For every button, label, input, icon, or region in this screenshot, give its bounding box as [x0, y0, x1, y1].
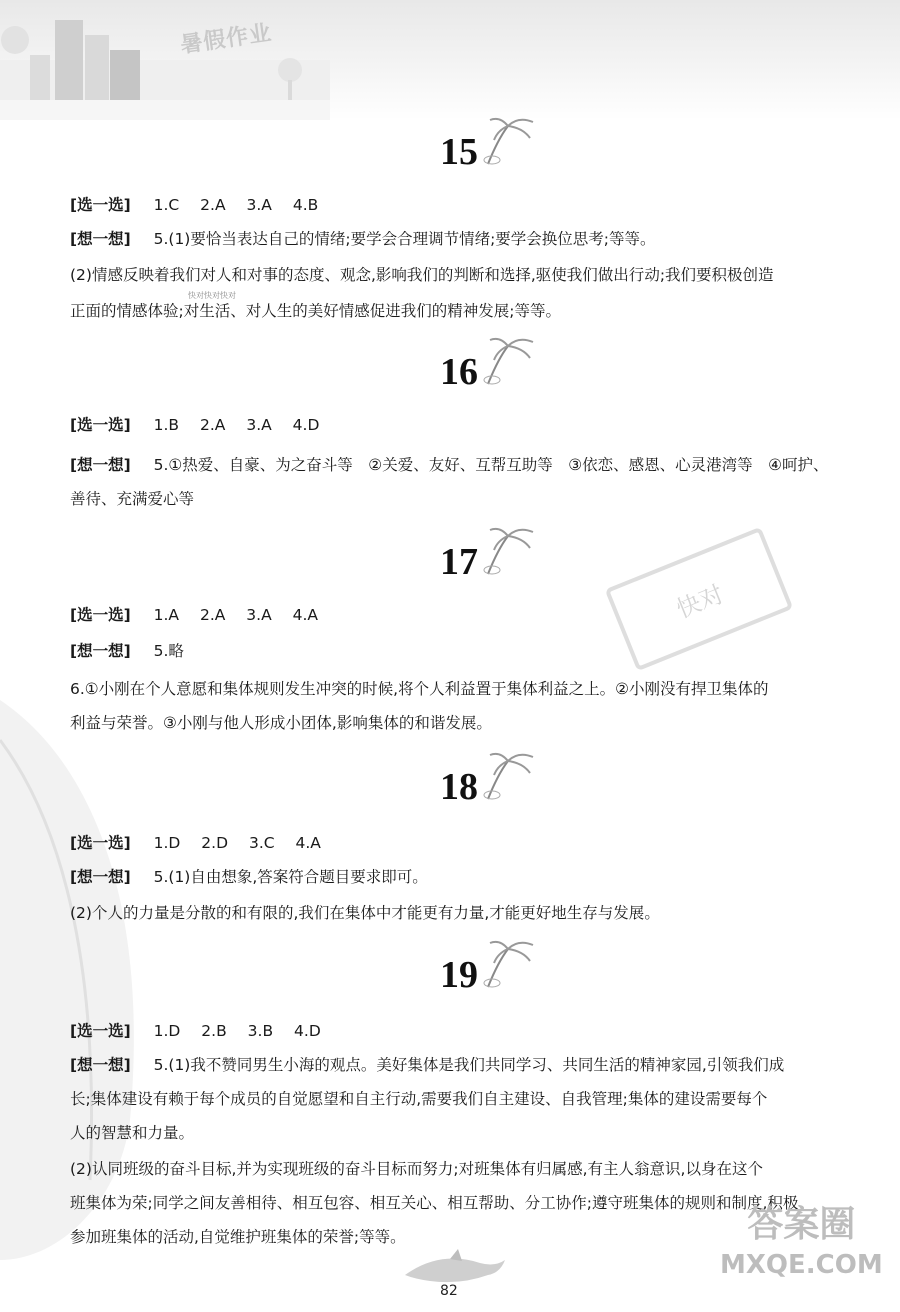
choose-row: [70, 414, 840, 436]
answer: 1.D: [153, 834, 181, 852]
answer-text: 6.①小刚在个人意愿和集体规则发生冲突的时候,将个人利益置于集体利益之上。②小刚没有捍卫集体的: [70, 680, 769, 698]
choose-row: [70, 194, 840, 216]
answer-text: 5.(1)自由想象,答案符合题目要求即可。: [153, 868, 428, 886]
choose-label: [选一选]: [70, 606, 131, 624]
section-heading-19: [440, 943, 540, 1003]
answer-text: 利益与荣誉。③小刚与他人形成小团体,影响集体的和谐发展。: [70, 714, 492, 732]
section-number: 16: [440, 351, 478, 393]
section-heading-18: [440, 755, 540, 815]
answer-text: (2)情感反映着我们对人和对事的态度、观念,影响我们的判断和选择,驱使我们做出行动;我们要积极创造: [70, 266, 774, 284]
page-number: 82: [440, 1283, 458, 1299]
answer: 4.A: [292, 606, 319, 624]
corner-watermark-url: MXQE.COM: [720, 1250, 883, 1280]
choose-label: [选一选]: [70, 416, 131, 434]
answer: 2.A: [200, 196, 226, 214]
answer: 1.A: [153, 606, 180, 624]
palm-tree-icon: [478, 334, 538, 394]
answer-text: 5.(1)我不赞同男生小海的观点。美好集体是我们共同学习、共同生活的精神家园,引领我们成: [153, 1056, 785, 1074]
section-number: 17: [440, 541, 478, 583]
choose-row: [70, 1020, 840, 1042]
answer-text: 长;集体建设有赖于每个成员的自觉愿望和自主行动,需要我们自主建设、自我管理;集体的建设需要每个: [70, 1090, 768, 1108]
answer: 4.D: [292, 416, 320, 434]
think-row: [70, 454, 840, 476]
section-number: 18: [440, 766, 478, 808]
palm-tree-icon: [478, 937, 538, 997]
answer: 3.A: [246, 416, 272, 434]
choose-label: [选一选]: [70, 1022, 131, 1040]
answer: 4.D: [294, 1022, 321, 1040]
think-row: [70, 1054, 840, 1076]
answer: 1.C: [153, 196, 180, 214]
palm-tree-icon: [478, 749, 538, 809]
answer: 3.C: [248, 834, 275, 852]
small-watermark: 快对快对快对: [188, 291, 236, 300]
answer-text: 善待、充满爱心等: [70, 490, 195, 508]
think-row: [70, 866, 840, 888]
section-number: 15: [440, 131, 478, 173]
answer: 2.D: [201, 834, 229, 852]
corner-watermark-title: 答案圈: [747, 1204, 856, 1245]
choose-label: [选一选]: [70, 834, 131, 852]
think-row: [70, 228, 840, 250]
choose-row: [70, 604, 840, 626]
think-label: [想一想]: [70, 230, 131, 248]
answer: 4.A: [295, 834, 321, 852]
section-number: 19: [440, 954, 478, 996]
choose-row: [70, 832, 840, 854]
answer-text: 参加班集体的活动,自觉维护班集体的荣誉;等等。: [70, 1228, 406, 1246]
answer: 2.B: [201, 1022, 227, 1040]
answer: 2.A: [199, 606, 226, 624]
answer-text: 5.(1)要恰当表达自己的情绪;要学会合理调节情绪;要学会换位思考;等等。: [153, 230, 656, 248]
corner-watermark: [720, 1205, 883, 1285]
header-books-illustration: [0, 0, 330, 120]
answer: 3.B: [247, 1022, 274, 1040]
think-label: [想一想]: [70, 868, 131, 886]
palm-tree-icon: [478, 524, 538, 584]
answer-text: 5.①热爱、自豪、为之奋斗等 ②关爱、友好、互帮互助等 ③依恋、感恩、心灵港湾等 ④呵护、: [153, 456, 829, 474]
answer-text: 班集体为荣;同学之间友善相待、相互包容、相互关心、相互帮助、分工协作;遵守班集体的规则和制度,积极: [70, 1194, 799, 1212]
answer-text: 正面的情感体验;对生活、对人生的美好情感促进我们的精神发展;等等。: [70, 302, 561, 320]
section-heading-17: [440, 530, 540, 590]
section-heading-15: [440, 120, 540, 180]
answer: 2.A: [199, 416, 226, 434]
choose-label: [选一选]: [70, 196, 131, 214]
header-title: 暑假作业: [178, 20, 274, 59]
answer: 1.B: [153, 416, 180, 434]
answer-text: (2)认同班级的奋斗目标,并为实现班级的奋斗目标而努力;对班集体有归属感,有主人翁意识,以身在这个: [70, 1160, 763, 1178]
think-label: [想一想]: [70, 456, 131, 474]
think-label: [想一想]: [70, 642, 131, 660]
answer-text: (2)个人的力量是分散的和有限的,我们在集体中才能更有力量,才能更好地生存与发展。: [70, 904, 660, 922]
palm-tree-icon: [478, 114, 538, 174]
answer-text: 人的智慧和力量。: [70, 1124, 195, 1142]
think-label: [想一想]: [70, 1056, 131, 1074]
stamp-watermark: 快对: [605, 527, 794, 672]
answer: 1.D: [153, 1022, 181, 1040]
answer: 3.A: [246, 606, 272, 624]
answer: 3.A: [246, 196, 272, 214]
answer-text: 5.略: [153, 642, 184, 660]
answer: 4.B: [292, 196, 319, 214]
think-row: [70, 640, 840, 662]
section-heading-16: [440, 340, 540, 400]
